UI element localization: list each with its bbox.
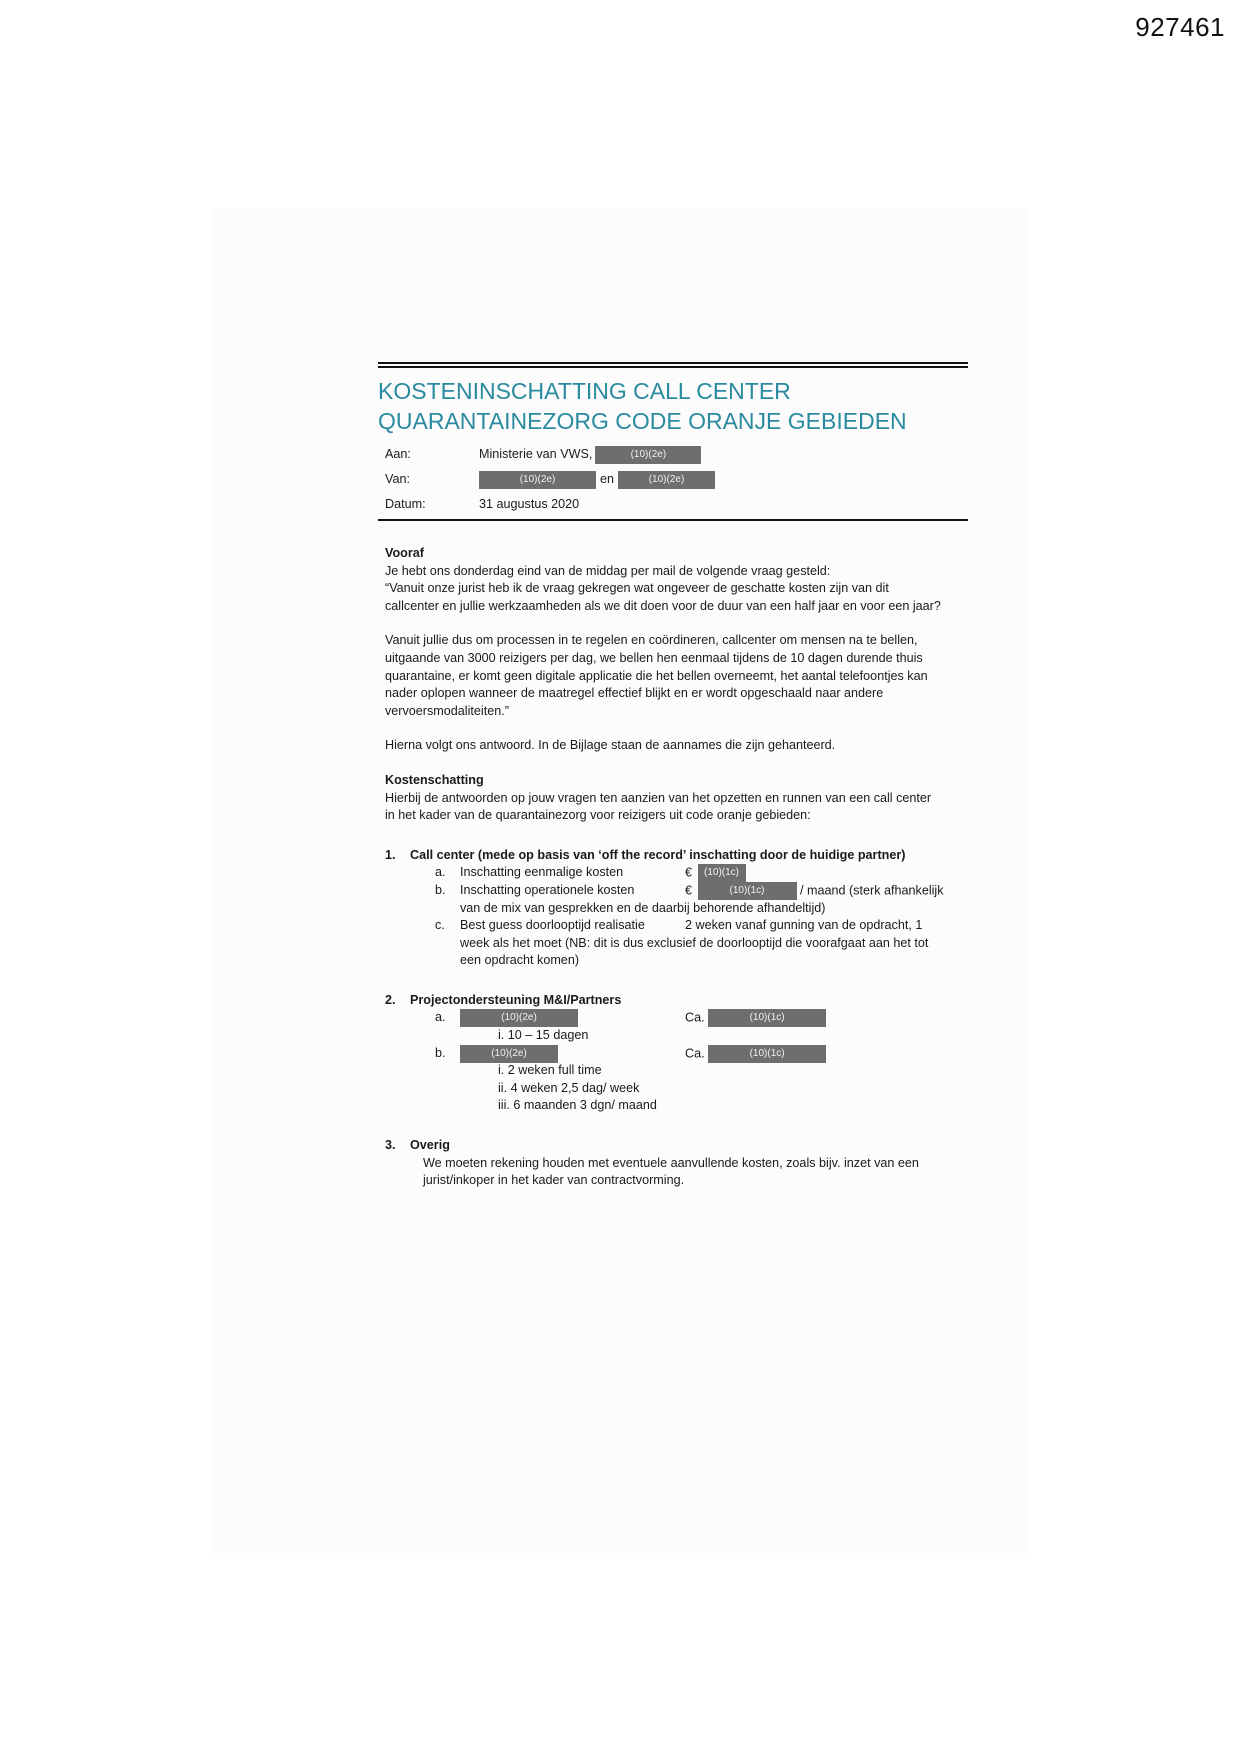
item-letter: b. — [435, 882, 446, 897]
item-label: Best guess doorlooptijd realisatie — [460, 918, 645, 933]
van-label: Van: — [385, 471, 410, 486]
section-1-item-b — [385, 882, 968, 900]
section-1-item-a — [385, 864, 968, 882]
section-2-item-a — [385, 1009, 968, 1027]
redaction-box: (10)(2e) — [479, 471, 596, 489]
euro-sign: € — [685, 865, 693, 880]
section-2-item-a-i — [385, 1027, 968, 1045]
section-3-heading — [385, 1137, 968, 1155]
memo-meta — [378, 442, 968, 517]
vooraf-line: vervoersmodaliteiten.” — [385, 703, 509, 718]
roman-item: i. 2 weken full time — [498, 1063, 602, 1078]
redaction-box: (10)(2e) — [618, 471, 715, 489]
aan-label: Aan: — [385, 446, 411, 461]
ca-label: Ca. — [685, 1045, 705, 1060]
section-2-item-b-iii — [385, 1097, 968, 1115]
vooraf-line: Hierna volgt ons antwoord. In de Bijlage staan de aannames die zijn gehanteerd. — [385, 738, 836, 753]
ca-label: Ca. — [685, 1010, 705, 1025]
item-letter: c. — [435, 918, 445, 933]
redaction-box: (10)(2e) — [460, 1009, 578, 1027]
vooraf-line: quarantaine, er komt geen digitale applicatie die het bellen overneemt, het aantal telefoontjes kan — [385, 668, 928, 683]
vooraf-heading: Vooraf — [385, 546, 424, 560]
section-2-item-b-ii — [385, 1080, 968, 1098]
section-number: 3. — [385, 1138, 396, 1153]
van-joiner: en — [600, 471, 615, 486]
item-continuation: een opdracht komen) — [460, 953, 580, 968]
section-title: Projectondersteuning M&I/Partners — [410, 992, 622, 1007]
redaction-box: (10)(2e) — [460, 1045, 558, 1063]
redaction-box: (10)(1c) — [708, 1045, 826, 1063]
document-title — [378, 376, 968, 436]
item-value: 2 weken vanaf gunning van de opdracht, 1 — [685, 918, 923, 933]
redaction-box: (10)(1c) — [708, 1009, 826, 1027]
redaction-box: (10)(2e) — [595, 446, 701, 464]
item-continuation: week als het moet (NB: dit is dus exclusief de doorlooptijd die voorafgaat aan het tot — [460, 935, 929, 950]
redaction-box: (10)(1c) — [698, 882, 797, 900]
meta-row-van — [378, 467, 968, 492]
overig-line: We moeten rekening houden met eventuele aanvullende kosten, zoals bijv. inzet van een — [423, 1155, 919, 1170]
vooraf-line: nader oplopen wanneer de maatregel effectief blijkt en er wordt opgeschaald naar andere — [385, 686, 884, 701]
item-letter: a. — [435, 865, 446, 880]
item-label: Inschatting operationele kosten — [460, 882, 635, 897]
meta-row-datum — [378, 492, 968, 517]
roman-item: ii. 4 weken 2,5 dag/ week — [498, 1080, 640, 1095]
item-continuation: van de mix van gesprekken en de daarbij behorende afhandeltijd) — [460, 900, 826, 915]
roman-item: iii. 6 maanden 3 dgn/ maand — [498, 1098, 657, 1113]
vooraf-line: Vanuit jullie dus om processen in te regelen en coördineren, callcenter om mensen na te bellen, — [385, 633, 918, 648]
meta-row-aan — [378, 442, 968, 467]
item-suffix: / maand (sterk afhankelijk — [800, 883, 944, 898]
datum-label: Datum: — [385, 496, 426, 511]
section-number: 2. — [385, 992, 396, 1007]
vooraf-line: uitgaande van 3000 reizigers per dag, we bellen hen eenmaal tijdens de 10 dagen durende thuis — [385, 650, 923, 665]
redaction-box: (10)(1c) — [698, 864, 746, 882]
roman-item: i. 10 – 15 dagen — [498, 1028, 589, 1043]
section-title: Call center (mede op basis van ‘off the record’ inschatting door de huidige partner) — [410, 847, 906, 862]
section-2-item-b — [385, 1045, 968, 1063]
section-2-item-b-i — [385, 1062, 968, 1080]
aan-value: Ministerie van VWS, — [479, 446, 593, 461]
kosten-line: Hierbij de antwoorden op jouw vragen ten aanzien van het opzetten en runnen van een call center — [385, 790, 932, 805]
vooraf-line: “Vanuit onze jurist heb ik de vraag gekregen wat ongeveer de geschatte kosten zijn van dit — [385, 581, 889, 596]
title-line-2: QUARANTAINEZORG CODE ORANJE GEBIEDEN — [378, 408, 907, 434]
overig-line: jurist/inkoper in het kader van contractvorming. — [423, 1173, 685, 1188]
vooraf-line: Je hebt ons donderdag eind van de middag per mail de volgende vraag gesteld: — [385, 563, 831, 578]
document-number: 927461 — [1135, 12, 1225, 42]
document-content — [378, 362, 968, 1190]
item-letter: a. — [435, 1010, 446, 1025]
euro-sign: € — [685, 883, 693, 898]
item-letter: b. — [435, 1045, 446, 1060]
memo-body — [378, 545, 968, 1190]
kosten-heading: Kostenschatting — [385, 772, 484, 787]
header-rule — [378, 519, 968, 521]
datum-value: 31 augustus 2020 — [479, 496, 580, 511]
section-1-item-c — [385, 917, 968, 935]
section-2-heading — [385, 992, 968, 1010]
title-line-1: KOSTENINSCHATTING CALL CENTER — [378, 378, 791, 404]
item-label: Inschatting eenmalige kosten — [460, 865, 624, 880]
section-1-heading — [385, 847, 968, 865]
section-number: 1. — [385, 847, 396, 862]
kosten-line: in het kader van de quarantainezorg voor reizigers uit code oranje gebieden: — [385, 808, 811, 823]
vooraf-line: callcenter en jullie werkzaamheden als we dit doen voor de duur van een half jaar en voor een jaar? — [385, 598, 941, 613]
section-title: Overig — [410, 1138, 450, 1153]
header-double-rule — [378, 362, 968, 368]
